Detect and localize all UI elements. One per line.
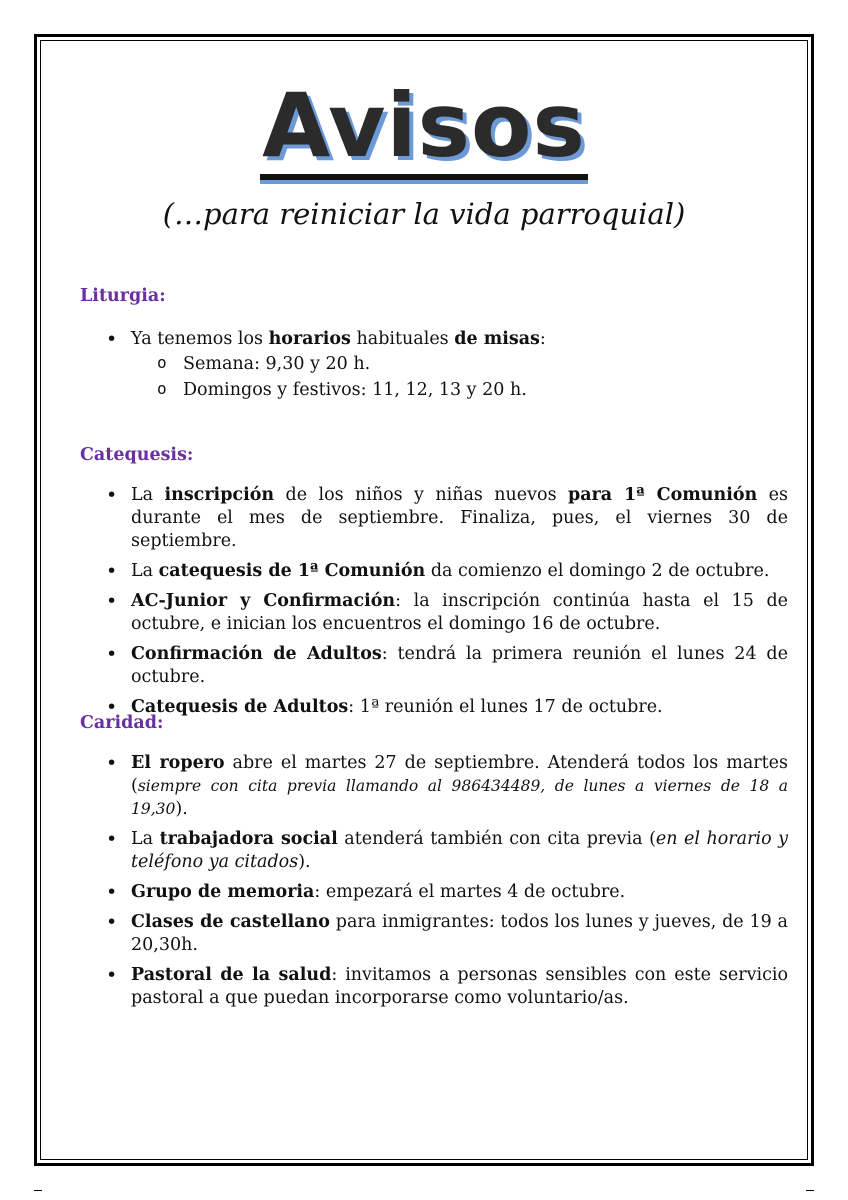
crop-mark [34,1190,42,1197]
text: atenderá también con cita previa ( [337,829,656,849]
list-item [80,828,788,874]
text: : [539,329,546,349]
section-catequesis [80,443,788,726]
list-item [80,328,788,351]
bold-text: Confirmación de Adultos [131,644,382,664]
page-subtitle: (…para reiniciar la vida parroquial) [162,197,686,231]
bold-text: Catequesis de Adultos [131,697,349,717]
heading-catequesis: Catequesis: [80,445,194,465]
caridad-list [80,752,788,1010]
list-item [80,643,788,689]
list-item [80,484,788,553]
bold-text: catequesis de 1ª Comunión [158,561,426,581]
text: abre el martes 27 de septiembre. Atenderá todos los martes ( [131,753,788,796]
bold-text: trabajadora social [159,829,338,849]
section-caridad [80,711,788,1017]
sub-list-item: o Domingos y festivos: 11, 12, 13 y 20 h. [80,377,788,403]
italic-text: siempre con cita previa llamando al 986434489, de lunes a viernes de 18 a 19,30 [131,777,788,818]
text: Ya tenemos los [131,329,269,349]
text: : empezará el martes 4 de octubre. [314,882,626,902]
list-item [80,560,788,583]
list-item [80,964,788,1010]
text: : tendrá la primera reunión el lunes 24 de octubre. [131,644,788,687]
text: ). [298,852,311,872]
crop-mark [806,1190,814,1197]
text: es durante el mes de septiembre. Finaliza, pues, el viernes 30 de septiembre. [131,485,788,551]
text: : 1ª reunión el lunes 17 de octubre. [348,697,663,717]
page-title-text: Avisos [260,78,588,180]
bold-text: horarios [268,329,351,349]
list-item [80,752,788,821]
heading-liturgia: Liturgia: [80,286,166,306]
bold-text: Grupo de memoria [131,882,315,902]
section-liturgia [80,284,788,403]
catequesis-list [80,484,788,719]
bold-text: inscripción [164,485,275,505]
bold-text: El ropero [131,753,225,773]
bold-text: Clases de castellano [131,912,330,932]
text: da comienzo el domingo 2 de octubre. [425,561,770,581]
italic-text: en el horario y teléfono ya citados [131,829,788,872]
page-title [0,70,848,182]
list-item [80,911,788,957]
text: para inmigrantes: todos los lunes y jueves, de 19 a 20,30h. [131,912,788,955]
text: de los niños y niñas nuevos [274,485,568,505]
text: La [131,829,160,849]
bold-text: AC-Junior y Confirmación [131,591,396,611]
text: La [131,561,159,581]
list-item [80,590,788,636]
text: : la inscripción continúa hasta el 15 de octubre, e inician los encuentros el domingo 16 de octubre. [131,591,789,634]
text: ). [175,799,188,819]
bold-text: para 1ª Comunión [567,485,758,505]
liturgia-list [80,328,788,351]
list-item [80,881,788,904]
text: habituales [350,329,455,349]
heading-caridad: Caridad: [80,713,164,733]
text: : invitamos a personas sensibles con este servicio pastoral a que puedan incorporarse como voluntario/as. [131,965,788,1008]
sub-list-item: o Semana: 9,30 y 20 h. [80,351,788,377]
bold-text: Pastoral de la salud [131,965,332,985]
bold-text: de misas [454,329,540,349]
text: La [131,485,165,505]
liturgia-sublist [80,351,788,403]
